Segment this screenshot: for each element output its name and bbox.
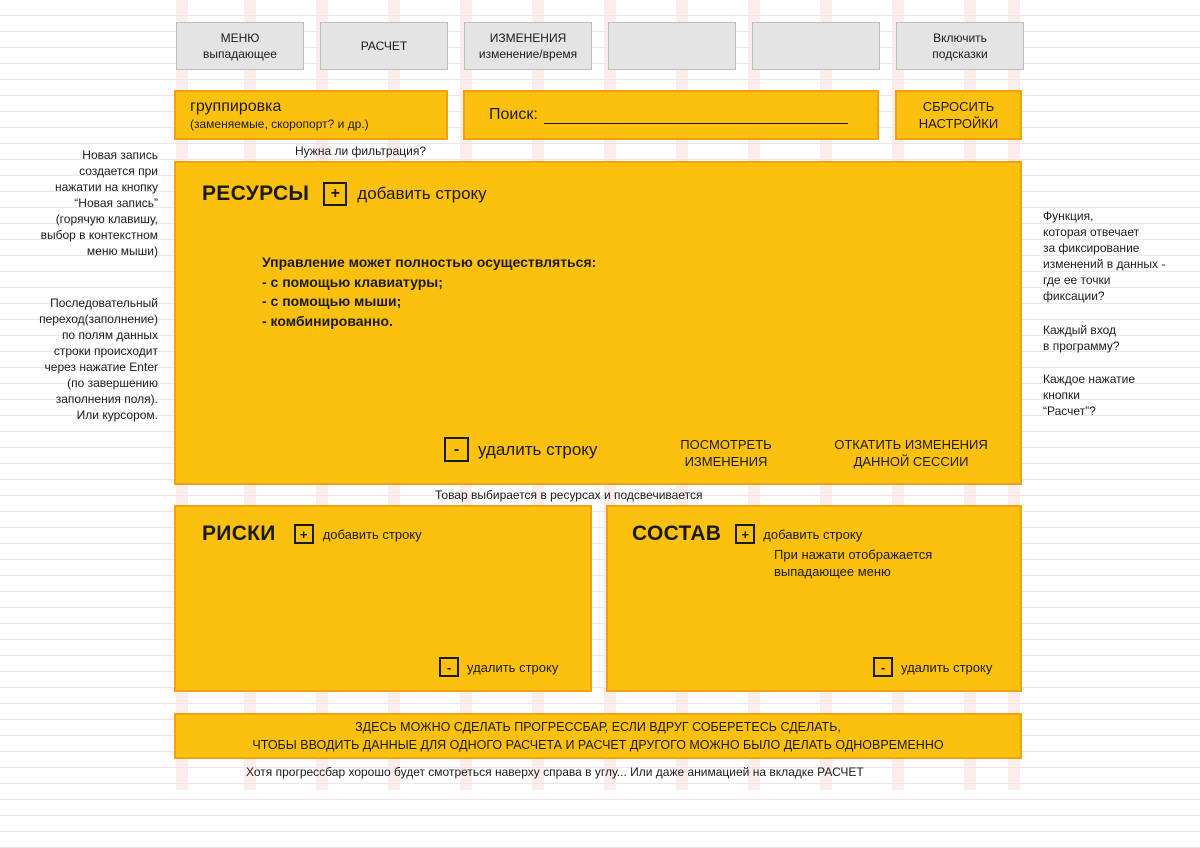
composition-remove-icon[interactable]: - (873, 657, 893, 677)
resources-header (202, 182, 487, 206)
resources-add-label[interactable]: добавить строку (357, 184, 487, 203)
risks-remove-row (439, 657, 558, 677)
dropdown-note-line: При нажати отображается (774, 547, 933, 562)
risks-remove-label[interactable]: удалить строку (467, 659, 559, 675)
tab-menu[interactable] (176, 22, 304, 70)
note-line: Функция, (1043, 209, 1094, 223)
note-line: нажатии на кнопку (54, 180, 158, 194)
risks-add-icon[interactable]: + (294, 524, 314, 544)
note-line: кнопки (1043, 388, 1081, 402)
tab-empty-2[interactable] (752, 22, 880, 70)
tab-hints-label: Включить (933, 31, 987, 45)
progress-text-1: ЗДЕСЬ МОЖНО СДЕЛАТЬ ПРОГРЕССБАР, ЕСЛИ ВДРУГ СОБЕРЕТЕСЬ СДЕЛАТЬ, (355, 720, 841, 734)
note-line: “Расчет”? (1043, 404, 1096, 418)
resources-remove-icon[interactable]: - (444, 437, 469, 462)
reset-button-label-1: СБРОСИТЬ (922, 99, 995, 114)
note-line: изменений в данных - (1043, 257, 1166, 271)
risks-header (202, 522, 422, 546)
note-line: Каждый вход (1043, 323, 1117, 337)
tab-empty-1[interactable] (608, 22, 736, 70)
control-info-line: - с помощью клавиатуры; (262, 273, 443, 290)
tab-changes-label: ИЗМЕНЕНИЯ (489, 31, 567, 45)
reset-settings-button[interactable] (895, 90, 1022, 140)
risks-add-label[interactable]: добавить строку (322, 526, 422, 542)
resources-add-icon[interactable]: + (323, 182, 347, 206)
risks-title: РИСКИ (202, 522, 276, 545)
tab-hints-sublabel: подсказки (932, 47, 988, 61)
resources-remove-label[interactable]: удалить строку (478, 439, 598, 459)
filter-note: Нужна ли фильтрация? (295, 144, 426, 158)
rollback-label-2: ДАННОЙ СЕССИИ (853, 454, 969, 469)
note-line: где ее точки (1043, 273, 1111, 287)
view-changes-label-1: ПОСМОТРЕТЬ (680, 437, 772, 452)
composition-title: СОСТАВ (632, 522, 722, 545)
tab-changes-sublabel: изменение/время (478, 47, 578, 61)
tab-menu-sublabel: выпадающее (203, 47, 277, 61)
each-press-note (1043, 371, 1193, 419)
note-line: через нажатие Enter (44, 360, 158, 374)
control-info-line: - с помощью мыши; (262, 293, 402, 309)
progress-bar-area (174, 713, 1022, 759)
bottom-note: Хотя прогрессбар хорошо будет смотреться наверху справа в углу... Или даже анимацией на вкладке РАСЧЕТ (246, 765, 864, 779)
tab-calculation[interactable] (320, 22, 448, 70)
note-line: в программу? (1043, 339, 1120, 353)
tab-changes[interactable] (464, 22, 592, 70)
composition-add-label[interactable]: добавить строку (763, 526, 863, 542)
note-line: создается при (79, 164, 158, 178)
search-panel (463, 90, 879, 140)
grouping-subtitle: (заменяемые, скоропорт? и др.) (190, 117, 369, 131)
note-line: выбор в контекстном (40, 228, 158, 242)
note-line: Последовательный (50, 296, 158, 310)
resources-remove-row (444, 437, 597, 462)
note-line: (по завершению (67, 376, 158, 390)
each-entry-note (1043, 322, 1193, 354)
note-line: (горячую клавишу, (55, 212, 158, 226)
reset-button-label-2: НАСТРОЙКИ (918, 116, 999, 131)
note-line: Каждое нажатие (1043, 372, 1135, 386)
note-line: переход(заполнение) (39, 312, 158, 326)
note-line: строки происходит (53, 344, 158, 358)
view-changes-button[interactable] (668, 436, 784, 470)
note-line: “Новая запись” (74, 196, 158, 210)
view-changes-label-2: ИЗМЕНЕНИЯ (684, 454, 768, 469)
dropdown-note-line: выпадающее меню (774, 564, 891, 579)
composition-header (632, 522, 862, 546)
product-note: Товар выбирается в ресурсах и подсвечивается (435, 488, 703, 502)
rollback-changes-button[interactable] (826, 436, 996, 470)
dropdown-note (774, 546, 932, 580)
note-line: по полям данных (61, 328, 158, 342)
composition-remove-label[interactable]: удалить строку (901, 659, 993, 675)
note-line: Или курсором. (76, 408, 158, 422)
sequential-note (0, 295, 158, 423)
note-line: которая отвечает (1043, 225, 1140, 239)
resources-title: РЕСУРСЫ (202, 182, 310, 205)
rollback-label-1: ОТКАТИТЬ ИЗМЕНЕНИЯ (834, 437, 988, 452)
note-line: заполнения поля). (55, 392, 158, 406)
grouping-selector[interactable] (174, 90, 448, 140)
risks-remove-icon[interactable]: - (439, 657, 459, 677)
control-info (262, 253, 596, 331)
control-info-line: Управление может полностью осуществляться: (262, 254, 597, 270)
new-record-note (0, 147, 158, 259)
tab-enable-hints[interactable] (896, 22, 1024, 70)
note-line: фиксации? (1043, 289, 1105, 303)
search-input[interactable] (544, 106, 848, 124)
control-info-line: - комбинированно. (262, 312, 393, 329)
note-line: Новая запись (82, 148, 158, 162)
note-line: меню мыши) (86, 244, 158, 258)
composition-remove-row (873, 657, 992, 677)
tab-calculation-label: РАСЧЕТ (360, 39, 408, 53)
search-label: Поиск: (489, 106, 538, 123)
tab-menu-label: МЕНЮ (220, 31, 260, 45)
note-line: за фиксирование (1043, 241, 1140, 255)
progress-text-2: ЧТОБЫ ВВОДИТЬ ДАННЫЕ ДЛЯ ОДНОГО РАСЧЕТА И РАСЧЕТ ДРУГОГО МОЖНО БЫЛО ДЕЛАТЬ ОДНОВРЕМЕННО (252, 738, 944, 752)
grouping-title: группировка (190, 98, 282, 115)
composition-add-icon[interactable]: + (735, 524, 755, 544)
function-note (1043, 208, 1193, 304)
